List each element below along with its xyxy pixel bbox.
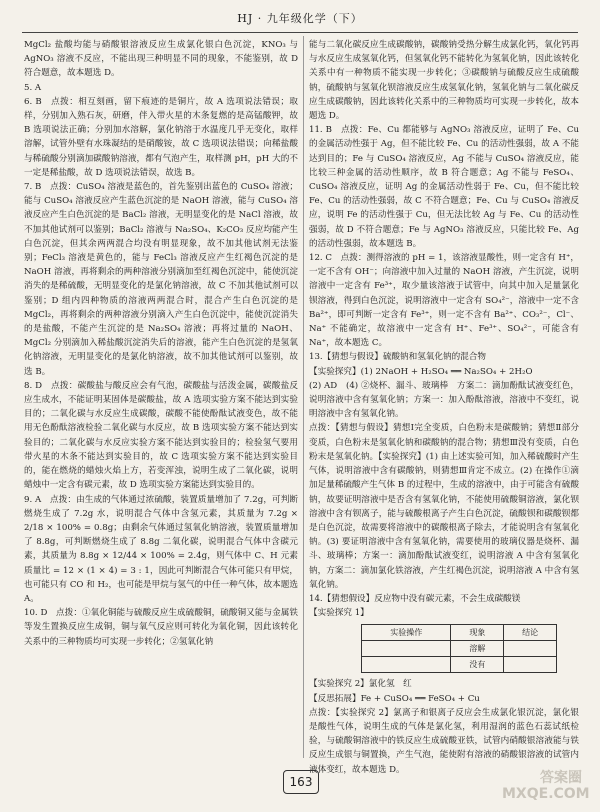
answer-item: 14.【猜想假设】反应物中没有碳元素，不会生成碳酸镁 <box>309 593 521 604</box>
left-column <box>24 38 298 649</box>
page-number: 163 <box>283 770 319 794</box>
table-cell <box>504 657 557 673</box>
watermark: 答案圈 MXQE.COM <box>502 770 590 802</box>
answer-item: 【实验探究 1】 <box>309 608 369 619</box>
answer-item: 点拨：【猜想与假设】猜想Ⅰ完全变质，白色粉末是碳酸钠；猜想Ⅱ部分变质，白色粉末是氢氧化钠和碳酸钠的混合物；猜想Ⅲ没有变质，白色粉末是氢氧化钠。【实验探究】(1) 由上述实验可知，加入稀硫酸时产生气体，说明溶液中含有碳酸钠，则猜想Ⅲ肯定不成立。(2) 在操作①滴加足量稀硫酸产生气体 B 的过程中，生成的溶液中，由于可能含有硫酸钠，故要证明溶液中是否含有氢氧化钠，不能使用硫酸铜溶液，氯化钡溶液中含有钡离子，能与硫酸根离子产生白色沉淀，硫酸钡和碳酸钡都是白色沉淀，故需要将溶液中的碳酸根离子除去，才能说明含有氢氧化钠。(3) 要证明溶液中含有氢氧化钠，需要使用的玻璃仪器是烧杯、漏斗、玻璃棒；方案一：滴加酚酞试液变红，说明溶液 A 中含有氢氧化钠，方案二：滴加氯化铁溶液，产生红褐色沉淀，说明溶液 A 中含有氢氧化钠。 <box>309 423 579 590</box>
answer-item: 9. A 点拨：由生成的气体通过浓硫酸，装置质量增加了 7.2g，可判断燃烧生成了 7.2g 水，说明混合气体中含氢元素，其质量为 7.2g × 2/18 × 100% = 0.8g；由剩余气体通过氢氧化钠溶液，装置质量增加了 8.8g，可判断燃烧生成了 8.8g 二氧化碳，说明混合气体中含碳元素，其质量为 8.8g × 12/44 × 100% = 2.4g，则气体中 C、H 元素质量比 = 12 × (1 × 4) = 3 : 1，因此可判断混合气体可能只有甲烷，也可能只有 CO 和 H₂，也可能是甲烷与氢气的中任一种气体，故本题选 A。 <box>24 494 298 604</box>
table-cell <box>362 657 451 673</box>
table-cell: 没有 <box>451 657 504 673</box>
answer-item: 能与二氧化碳反应生成碳酸钠，碳酸钠受热分解生成氯化钙，氧化钙再与水反应生成氢氧化钙，但氢氧化钙不能转化为氢氧化钠，因此该转化关系中有一种物质不能实现一步转化；③碳酸钠与硫酸反应生成硫酸钠，硫酸钠与氢氧化钡溶液反应生成氢氧化钠，氢氧化钠与二氧化碳反应生成碳酸钠，因此该转化关系中的三种物质均可实现一步转化，故本题选 D。 <box>309 40 579 122</box>
experiment-table <box>361 624 557 673</box>
answer-item: (2) AD (4) ②烧杯、漏斗、玻璃棒 方案二：滴加酚酞试液变红色，说明溶液中含有氢氧化钠；方案一：加入酚酞溶液，溶液中不变红，说明溶液中含有氢氧化钠。 <box>309 380 579 420</box>
table-cell <box>504 641 557 657</box>
table-row <box>362 641 557 657</box>
answer-item: 【实验探究 2】氯化氢 红 <box>309 679 412 690</box>
answer-item: 【实验探究】(1) 2NaOH + H₂SO₄ ══ Na₂SO₄ + 2H₂O <box>309 366 533 377</box>
table-cell <box>362 641 451 657</box>
table-header-cell: 实验操作 <box>362 625 451 641</box>
table-header-cell: 现象 <box>451 625 504 641</box>
page-header <box>0 6 600 32</box>
answer-item: 点拨：【实验探究 2】氯离子和银离子反应会生成氯化银沉淀，氯化银是酸性气体，说明生成的气体是氯化氢，利用湿润的蓝色石蕊试纸检验，与硫酸铜溶液中的铁反应生成硫酸亚铁，试管内硝酸银溶液能与铁反应生成银与铜置换，产生气泡，能使附有溶液的硝酸银溶液的试管内液体变红，故本题选 D。 <box>309 707 579 775</box>
answer-item: 5. A <box>24 82 42 93</box>
answer-item: 6. B 点拨：相互刻画，留下痕迹的是铜片，故 A 选项说法错误；取样，分别加入熟石灰，研磨，伴入带火星的木条复燃的是高锰酸钾，故 B 选项说法正确；分别加水溶解，氯化钠溶于水温度几乎无变化，取样溶解，试管外壁有水珠凝结的是硝酸铵，故 C 选项说法错误；向稀盐酸与稀硫酸分别滴加碳酸钠溶液，都有气泡产生，取样测 pH，pH 大的不一定是稀盐酸，故 D 选项说法错误，故选 B。 <box>24 96 298 178</box>
table-header-cell: 结论 <box>504 625 557 641</box>
table-cell: 溶解 <box>451 641 504 657</box>
answer-item: 7. B 点拨：CuSO₄ 溶液是蓝色的，首先鉴别出蓝色的 CuSO₄ 溶液；能与 CuSO₄ 溶液反应产生蓝色沉淀的是 NaOH 溶液，能与 CuSO₄ 溶液反应产生白色沉淀的是 BaCl₂ 溶液，无明显变化的是 NaCl 溶液，故不加其他试剂可以鉴别；BaCl₂ 溶液与 Na₂SO₄、K₂CO₃ 反应均能产生白色沉淀，但其余两两混合均没有明显现象，故不加其他试剂无法鉴别；FeCl₃ 溶液是黄色的，能与 FeCl₃ 溶液反应产生红褐色沉淀的是 NaOH 溶液，再将剩余的两种溶液分别滴加至红褐色沉淀中，能使沉淀消失的是稀硫酸，无明显变化的是氯化钠溶液，故 C 不加其他试剂可以鉴别；D 组内四种物质的溶液两两混合时，混合产生白色沉淀的是 MgCl₂，再将剩余的两种溶液分别滴入产生白色沉淀中，能使沉淀消失的是盐酸，不能产生沉淀的是 Na₂SO₄ 溶液；再将过量的 NaOH、MgCl₂ 分别滴加入稀盐酸沉淀消失后的溶液，能产生白色沉淀的是氢氧化钠溶液，无明显变化的是氯化钠溶液，故不加其他试剂可以鉴别，故选 B。 <box>24 182 298 377</box>
answer-item: 8. D 点拨：碳酸盐与酸反应会有气泡，碳酸盐与活泼金属，碳酸盐反应生成水，不能证明某固体是碳酸盐，故 A 选项实验方案不能达到实验目的；二氧化碳与水反应生成碳酸，碳酸不能使酚酞试液变色，故不能用无色酚酞溶液检验二氧化碳与水反应，故 B 选项实验方案不能达到实验目的；二氧化碳与水反应实验方案不能达到实验目的；检验氢气要用带火星的木条不能达到实验目的，故 C 选项实验方案不能达到实验目的，能在燃烧的蜡烛火焰上方，若变浑浊，说明生成了二氧化碳，说明蜡烛中一定含有碳元素，故 D 选项实验方案能达到实验目的。 <box>24 380 298 491</box>
answer-item: 12. C 点拨：测得溶液的 pH = 1，该溶液显酸性，则一定含有 H⁺，一定不含有 OH⁻；向溶液中加入过量的 NaOH 溶液，产生沉淀，说明溶液中一定含有 Fe³⁺，取少量该溶液于试管中，向其中加入足量氯化钡溶液，得到白色沉淀，说明溶液中一定含有 SO₄²⁻，溶液中一定不含 Ba²⁺，即可判断一定含有 Fe³⁺，则一定不含有 Ba²⁺、CO₃²⁻，Cl⁻、Na⁺ 不能确定，故溶液中一定含有 H⁺、Fe³⁺、SO₄²⁻，可能含有 Na⁺，故本题选 C。 <box>309 253 579 349</box>
table-row <box>362 657 557 673</box>
header-title: HJ · 九年级化学（下） <box>237 12 363 25</box>
answer-item: 13.【猜想与假设】硫酸钠和氢氧化钠的混合物 <box>309 352 486 363</box>
answer-item: 10. D 点拨：①氧化铜能与硫酸反应生成硫酸铜，硫酸铜又能与金属铁等发生置换反应生成铜，铜与氧气反应则可转化为氧化铜，因此该转化关系中的三种物质均可实现一步转化；②氢氧化钠 <box>24 608 298 647</box>
right-column <box>309 38 579 777</box>
answer-item: MgCl₂ 盐酸均能与硝酸银溶液反应生成氯化银白色沉淀，KNO₃ 与 AgNO₃ 溶液不反应，不能出现三种明显不同的现象，不能鉴别，故 D 符合题意，故本题选 D。 <box>24 40 298 79</box>
column-divider <box>303 36 304 758</box>
table-header-row <box>362 625 557 641</box>
header-rule <box>22 32 578 33</box>
answer-item: 【反思拓展】Fe + CuSO₄ ══ FeSO₄ + Cu <box>309 693 480 704</box>
answer-item: 11. B 点拨：Fe、Cu 都能够与 AgNO₃ 溶液反应，证明了 Fe、Cu 的金属活动性强于 Ag，但不能比较 Fe、Cu 的活动性强弱，故 A 不能达到目的；Fe 与 CuSO₄ 溶液反应，Ag 不能与 CuSO₄ 溶液反应，能比较三种金属的活动性顺序，故 B 符合题意；Ag 不能与 FeSO₄、CuSO₄ 溶液反应，证明 Ag 的金属活动性弱于 Fe、Cu，但不能比较 Fe、Cu 的活动性强弱，故 C 不符合题意；Fe、Cu 与 CuSO₄ 溶液反应，说明 Fe 的活动性强于 Cu，但无法比较 Ag 与 Fe、Cu 的活动性强弱，故 D 不符合题意；Fe 与 AgNO₃ 溶液反应，只能比较 Fe、Ag 的活动性强弱，故本题选 B。 <box>309 125 579 249</box>
